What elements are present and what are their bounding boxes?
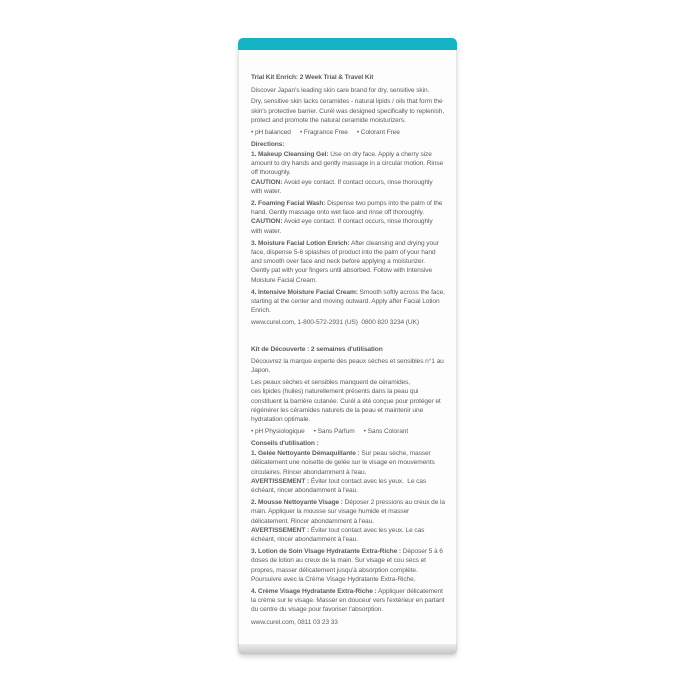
step-label: 1. Makeup Cleansing Gel: [251,150,329,158]
step-label: 3. Lotion de Soin Visage Hydratante Extra-Riche : [251,548,401,556]
bullet-item: • pH Physiologique [251,427,305,435]
step-label: 3. Moisture Facial Lotion Enrich: [251,239,350,247]
feature-bullets-en [251,128,445,137]
direction-step [251,587,445,615]
step-text: Déposer 5 à 6 doses de lotion au creux de la main. Sur visage et cou secs et propres, masser délicatement jusqu'à absorption complète. Poursuivre avec la Crème Visage Hydratante Extra-Riche. [251,548,443,583]
description-rest-fr: ces lipides (huiles) naturellement présents dans la peau qui constituent la barrière cutanée. Curél a été conçue pour protéger et régénérer les céramides naturels de la peau et maintenir une hydratation optimale. [251,388,441,423]
bullet-item: • pH balanced [251,128,291,136]
caution-label: AVERTISSEMENT : [251,526,310,534]
intro-text-en: Discover Japan's leading skin care brand for dry, sensitive skin. [251,86,430,94]
bullet-item: • Sans Parfum [313,427,355,435]
step-label: 2. Mousse Nettoyante Visage : [251,499,343,507]
box-face [238,50,457,644]
step-label: 1. Gelée Nettoyante Démaquillante : [251,450,360,458]
box-bottom-edge [238,644,457,655]
direction-step [251,547,445,584]
step-text: After cleansing and drying your face, dispense 5-6 splashes of product into the palm of your hand and smooth over face and neck before applying a moisturizer. Gently pat with your fingers until absorbed. Follow with Intensive Moisture Facial Cream. [251,239,439,284]
step-label: 4. Intensive Moisture Facial Cream: [251,288,358,296]
intro-text-fr: Découvrez la marque experte des peaux sèches et sensibles n°1 au Japon. [251,358,444,375]
step-label: 4. Crème Visage Hydratante Extra-Riche : [251,587,377,595]
step-text: Déposer 2 pressions au creux de la main. Appliquer la mousse sur visage humide et masser délicatement. Rincer abondamment à l'eau. [251,499,445,525]
step-text: Appliquer délicatement la crème sur le visage. Masser en douceur vers l'extérieur en partant du centre du visage pour favoriser l'absorption. [251,587,445,614]
direction-step [251,288,445,316]
direction-step [251,150,445,196]
step-text: Use on dry face. Apply a cherry size amount to dry hands and gently massage in a circular motion. Rinse off thoroughly. [251,150,444,177]
direction-step [251,498,445,544]
step-text: Smooth softly across the face, starting at the center and moving outward. Apply after Facial Lotion Enrich. [251,288,445,315]
bullet-item: • Fragrance Free [299,128,348,136]
direction-step [251,449,445,495]
section-english [251,73,445,328]
contact-line-fr: www.curel.com, 0811 03 23 33 [251,618,338,626]
panel-title-en: Trial Kit Enrich: 2 Week Trial & Travel Kit [251,74,374,81]
caution-text: Avoid eye contact. If contact occurs, rinse thoroughly with water. [251,218,433,235]
bullet-item: • Sans Colorant [363,427,409,435]
section-french [251,345,445,627]
product-box-back-panel [238,38,457,655]
directions-heading-fr: Conseils d'utilisation : [251,439,319,447]
bullet-item: • Colorant Free [356,128,400,136]
step-text: Sur peau sèche, masser délicatement une noisette de gelée sur le visage en mouvements circulaires. Rincer abondamment à l'eau. [251,450,435,476]
description-line1-fr: Les peaux sèches et sensibles manquent de céramides, [251,379,411,387]
panel-title-fr: Kit de Découverte : 2 semaines d'utilisation [251,345,383,353]
direction-step [251,239,445,285]
caution-text: Éviter tout contact avec les yeux. Le cas échéant, rincer abondamment à l'eau. [251,477,428,494]
caution-label: CAUTION: [251,178,283,186]
direction-step [251,199,445,236]
description-text-fr [251,378,445,424]
caution-text: Éviter tout contact avec les yeux. Le cas échéant, rincer abondamment à l'eau. [251,526,425,543]
caution-text: Avoid eye contact. If contact occurs, rinse thoroughly with water. [251,178,433,195]
description-text-en: Dry, sensitive skin lacks ceramides - natural lipids / oils that form the skin's protective barrier. Curél was designed specifically to replenish, protect and promote the natural ceramide moisturizers. [251,98,445,124]
caution-label: AVERTISSEMENT : [251,477,310,485]
box-top-accent-bar [238,38,457,50]
step-text: Dispense two pumps into the palm of the hand. Gently massage onto wet face and rinse off thoroughly. [251,199,443,217]
contact-line-en: www.curel.com, 1-800-572-2931 (US) 0800 820 3234 (UK) [251,319,419,327]
caution-label: CAUTION: [251,218,283,226]
feature-bullets-fr [251,427,445,436]
step-label: 2. Foaming Facial Wash: [251,199,326,207]
directions-heading-en: Directions: [251,140,285,148]
